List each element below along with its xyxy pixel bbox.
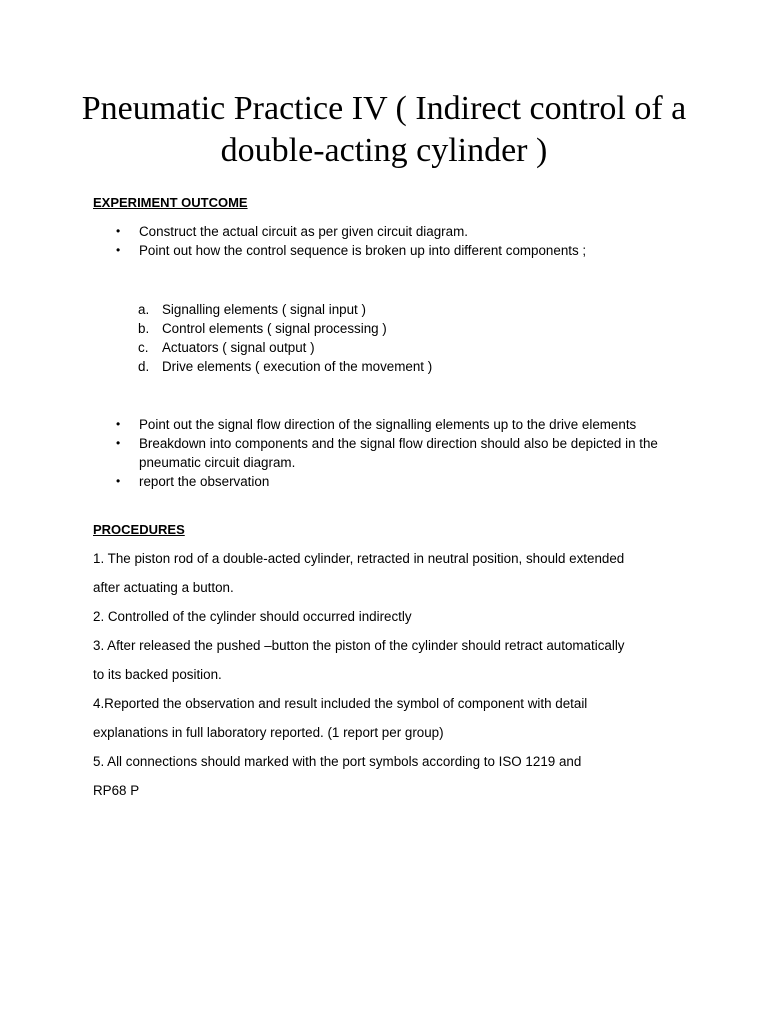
list-item-text: Breakdown into components and the signal flow direction should also be depicted in the pneumatic circuit diagram. bbox=[139, 436, 658, 470]
list-item-text: Control elements ( signal processing ) bbox=[162, 321, 387, 336]
bullet-icon: • bbox=[116, 224, 121, 238]
bullet-icon: • bbox=[116, 436, 121, 450]
page-title: Pneumatic Practice IV ( Indirect control of a double-acting cylinder ) bbox=[81, 90, 687, 169]
procedures-heading: PROCEDURES bbox=[93, 522, 185, 537]
list-item bbox=[116, 222, 686, 241]
procedure-line: to its backed position. bbox=[93, 667, 222, 682]
outcome-heading: EXPERIMENT OUTCOME bbox=[93, 195, 248, 210]
list-item-text: Actuators ( signal output ) bbox=[162, 340, 315, 355]
list-item bbox=[116, 241, 686, 260]
procedure-line: after actuating a button. bbox=[93, 580, 234, 595]
list-item-text: Point out how the control sequence is broken up into different components ; bbox=[139, 243, 587, 258]
list-marker: c. bbox=[138, 340, 149, 355]
procedure-line: 4.Reported the observation and result included the symbol of component with detail bbox=[93, 696, 588, 711]
list-item bbox=[138, 300, 658, 319]
list-item-text: Drive elements ( execution of the movement ) bbox=[162, 359, 433, 374]
list-item bbox=[116, 415, 686, 434]
list-item bbox=[138, 357, 658, 376]
list-item-text: Construct the actual circuit as per given circuit diagram. bbox=[139, 224, 468, 239]
procedure-line: 2. Controlled of the cylinder should occurred indirectly bbox=[93, 609, 412, 624]
list-marker: a. bbox=[138, 302, 150, 317]
list-item-text: Signalling elements ( signal input ) bbox=[162, 302, 366, 317]
outcome-bullet-list-bottom bbox=[116, 415, 686, 491]
procedures-body bbox=[93, 544, 683, 805]
outcome-bullet-list-top bbox=[116, 222, 686, 260]
list-marker: d. bbox=[138, 359, 150, 374]
component-sublist bbox=[138, 300, 658, 376]
list-item bbox=[138, 338, 658, 357]
list-item bbox=[138, 319, 658, 338]
list-item-text: Point out the signal flow direction of the signalling elements up to the drive elements bbox=[139, 417, 637, 432]
procedure-line: 5. All connections should marked with the port symbols according to ISO 1219 and bbox=[93, 754, 582, 769]
bullet-icon: • bbox=[116, 417, 121, 431]
bullet-icon: • bbox=[116, 243, 121, 257]
procedure-line: explanations in full laboratory reported. (1 report per group) bbox=[93, 725, 444, 740]
procedure-line: 3. After released the pushed –button the piston of the cylinder should retract automatically bbox=[93, 638, 625, 653]
list-item bbox=[116, 434, 686, 472]
bullet-icon: • bbox=[116, 474, 121, 488]
list-item bbox=[116, 472, 686, 491]
procedure-line: 1. The piston rod of a double-acted cylinder, retracted in neutral position, should extended bbox=[93, 551, 625, 566]
procedure-line: RP68 P bbox=[93, 783, 140, 798]
list-marker: b. bbox=[138, 321, 150, 336]
list-item-text: report the observation bbox=[139, 474, 270, 489]
